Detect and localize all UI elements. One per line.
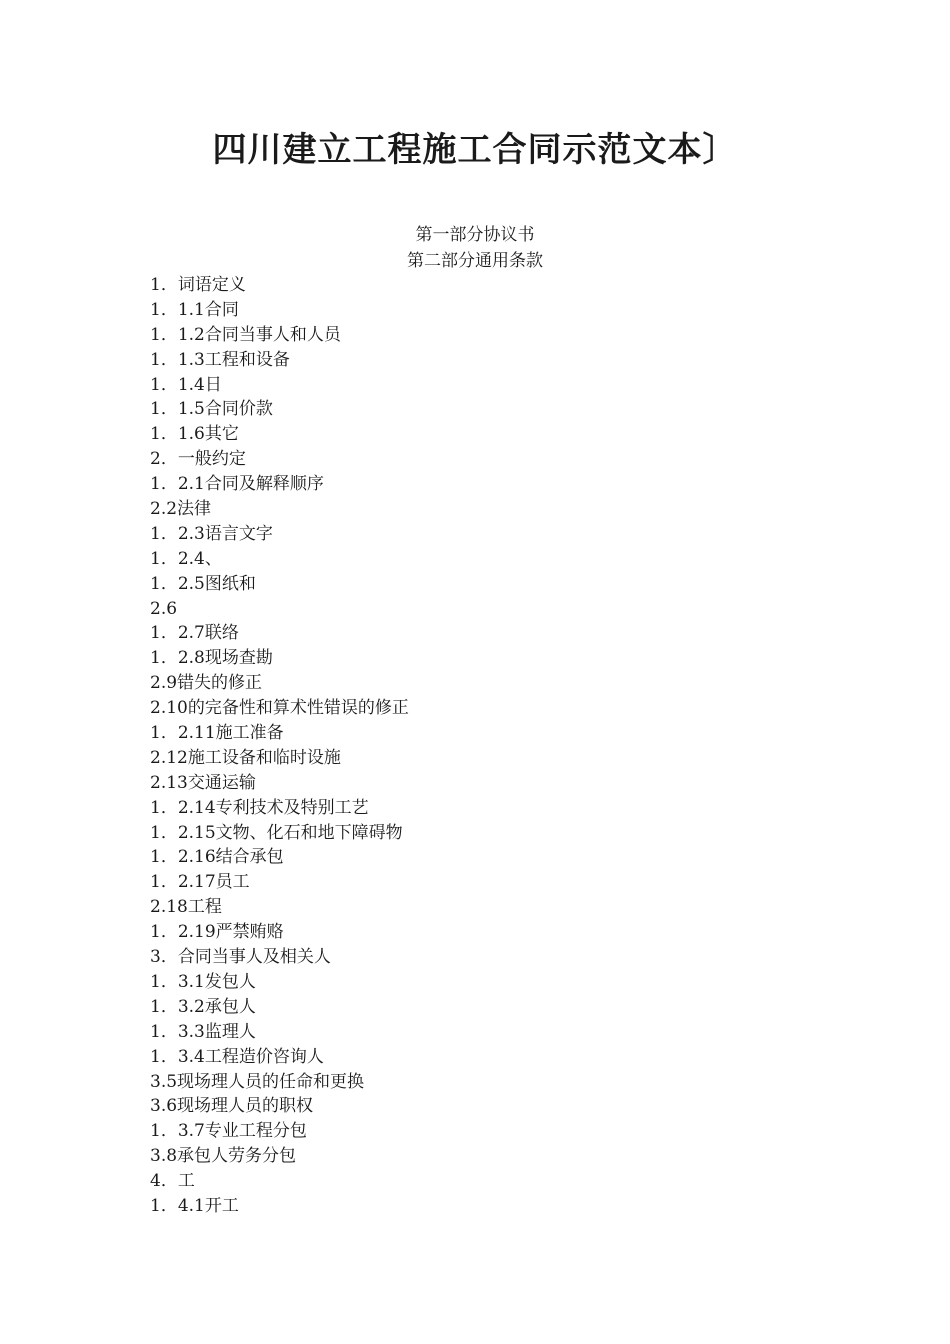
toc-item: 1．2.19严禁贿赂	[150, 922, 284, 943]
toc-item: 1．1.1合同	[150, 299, 239, 320]
toc-item: 3．合同当事人及相关人	[150, 947, 331, 968]
document-title: 四川建立工程施工合同示范文本〕	[212, 130, 738, 170]
toc-item: 4．工	[150, 1171, 195, 1192]
toc-item: 1．2.14专利技术及特别工艺	[150, 797, 369, 818]
toc-item: 2.9错失的修正	[150, 673, 263, 694]
toc-item: 1．3.4工程造价咨询人	[150, 1046, 324, 1067]
toc-item: 1．1.4日	[150, 374, 222, 395]
toc-item: 3.8承包人劳务分包	[150, 1146, 297, 1167]
toc-item: 1．3.7专业工程分包	[150, 1121, 307, 1142]
toc-item: 2.10的完备性和算术性错误的修正	[150, 698, 409, 719]
toc-item: 1．1.6其它	[150, 424, 239, 445]
toc-item: 1．2.3语言文字	[150, 523, 273, 544]
toc-item: 1．1.5合同价款	[150, 399, 273, 420]
toc-item: 1．2.11施工准备	[150, 723, 284, 744]
toc-item: 1．1.2合同当事人和人员	[150, 324, 341, 345]
toc-item: 1．3.2承包人	[150, 996, 256, 1017]
toc-item: 1．2.15文物、化石和地下障碍物	[150, 822, 403, 843]
toc-item: 1．词语定义	[150, 275, 246, 295]
toc-item: 1．2.17员工	[150, 872, 250, 893]
part-two-heading: 第二部分通用条款	[407, 251, 543, 271]
toc-item: 2.13交通运输	[150, 772, 256, 793]
toc-item: 3.5现场理人员的任命和更换	[150, 1071, 365, 1092]
toc-item: 1．4.1开工	[150, 1195, 239, 1216]
table-of-contents	[150, 273, 850, 1219]
toc-item: 2.2法律	[150, 499, 212, 520]
toc-item: 1．2.8现场查勘	[150, 648, 273, 669]
toc-item: 2．一般约定	[150, 449, 246, 470]
toc-item: 1．2.4、	[150, 548, 222, 569]
toc-item: 2.12施工设备和临时设施	[150, 747, 341, 768]
toc-item: 1．2.1合同及解释顺序	[150, 474, 324, 495]
toc-item: 1．3.1发包人	[150, 971, 256, 992]
part-one-heading: 第一部分协议书	[415, 225, 535, 245]
toc-item: 2.18工程	[150, 897, 222, 918]
toc-item: 1．2.5图纸和	[150, 573, 256, 594]
toc-item: 1．1.3工程和设备	[150, 349, 290, 370]
toc-item: 2.6	[150, 598, 178, 619]
toc-item: 1．3.3监理人	[150, 1021, 256, 1042]
toc-item: 1．2.16结合承包	[150, 847, 284, 868]
toc-item: 1．2.7联络	[150, 623, 239, 644]
toc-item: 3.6现场理人员的职权	[150, 1096, 314, 1117]
